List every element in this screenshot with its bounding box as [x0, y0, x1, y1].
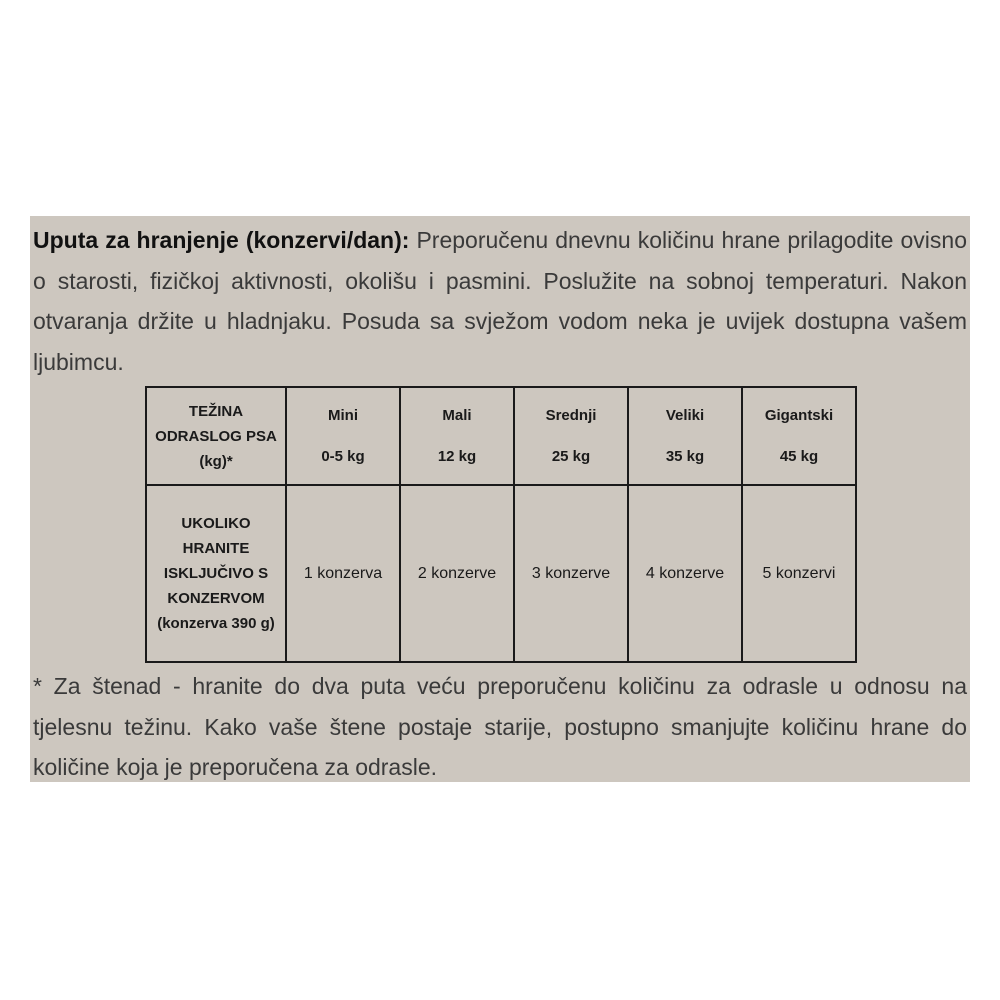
amount-cell: 3 konzerve — [514, 485, 628, 662]
amount-cell: 1 konzerva — [286, 485, 400, 662]
weight-header-cell: TEŽINA ODRASLOG PSA (kg)* — [146, 387, 286, 485]
puppy-note: * Za štenad - hranite do dva puta veću preporučenu količinu za odrasle u odnosu na tjelesnu težinu. Kako vaše štene postaje starije, postupno smanjujte količinu hrane do količine koja je preporučena za odrasle. — [33, 673, 967, 780]
category-weight: 0-5 kg — [321, 448, 365, 465]
category-name: Srednji — [545, 407, 597, 424]
category-name: Gigantski — [764, 407, 834, 424]
feeding-title: Uputa za hranjenje (konzervi/dan): — [33, 227, 410, 253]
category-weight: 25 kg — [551, 448, 591, 465]
table-header-cell — [286, 387, 400, 485]
category-weight: 12 kg — [437, 448, 477, 465]
category-name: Veliki — [665, 407, 705, 424]
table-header-row — [146, 387, 856, 485]
category-weight: 35 kg — [665, 448, 705, 465]
category-name: Mini — [328, 407, 358, 424]
feeding-intro — [33, 220, 967, 382]
category-weight: 45 kg — [779, 448, 819, 465]
feeding-table — [145, 386, 857, 663]
amount-cell: 5 konzervi — [742, 485, 856, 662]
feeding-instructions-panel — [30, 216, 970, 782]
amount-cell: 4 konzerve — [628, 485, 742, 662]
table-header-cell — [514, 387, 628, 485]
category-name: Mali — [442, 407, 472, 424]
table-header-cell — [742, 387, 856, 485]
table-header-cell — [400, 387, 514, 485]
feeding-row-label: UKOLIKO HRANITE ISKLJUČIVO S KONZERVOM (konzerva 390 g) — [146, 485, 286, 662]
amount-cell: 2 konzerve — [400, 485, 514, 662]
table-row — [146, 485, 856, 662]
feeding-intro-text: Preporučenu dnevnu količinu hrane prilagodite ovisno o starosti, fizičkoj aktivnosti, okolišu i pasmini. Poslužite na sobnoj temperaturi. Nakon otvaranja držite u hladnjaku. Posuda sa svježom vodom neka je uvijek dostupna vašem ljubimcu. — [33, 227, 967, 375]
table-header-cell — [628, 387, 742, 485]
